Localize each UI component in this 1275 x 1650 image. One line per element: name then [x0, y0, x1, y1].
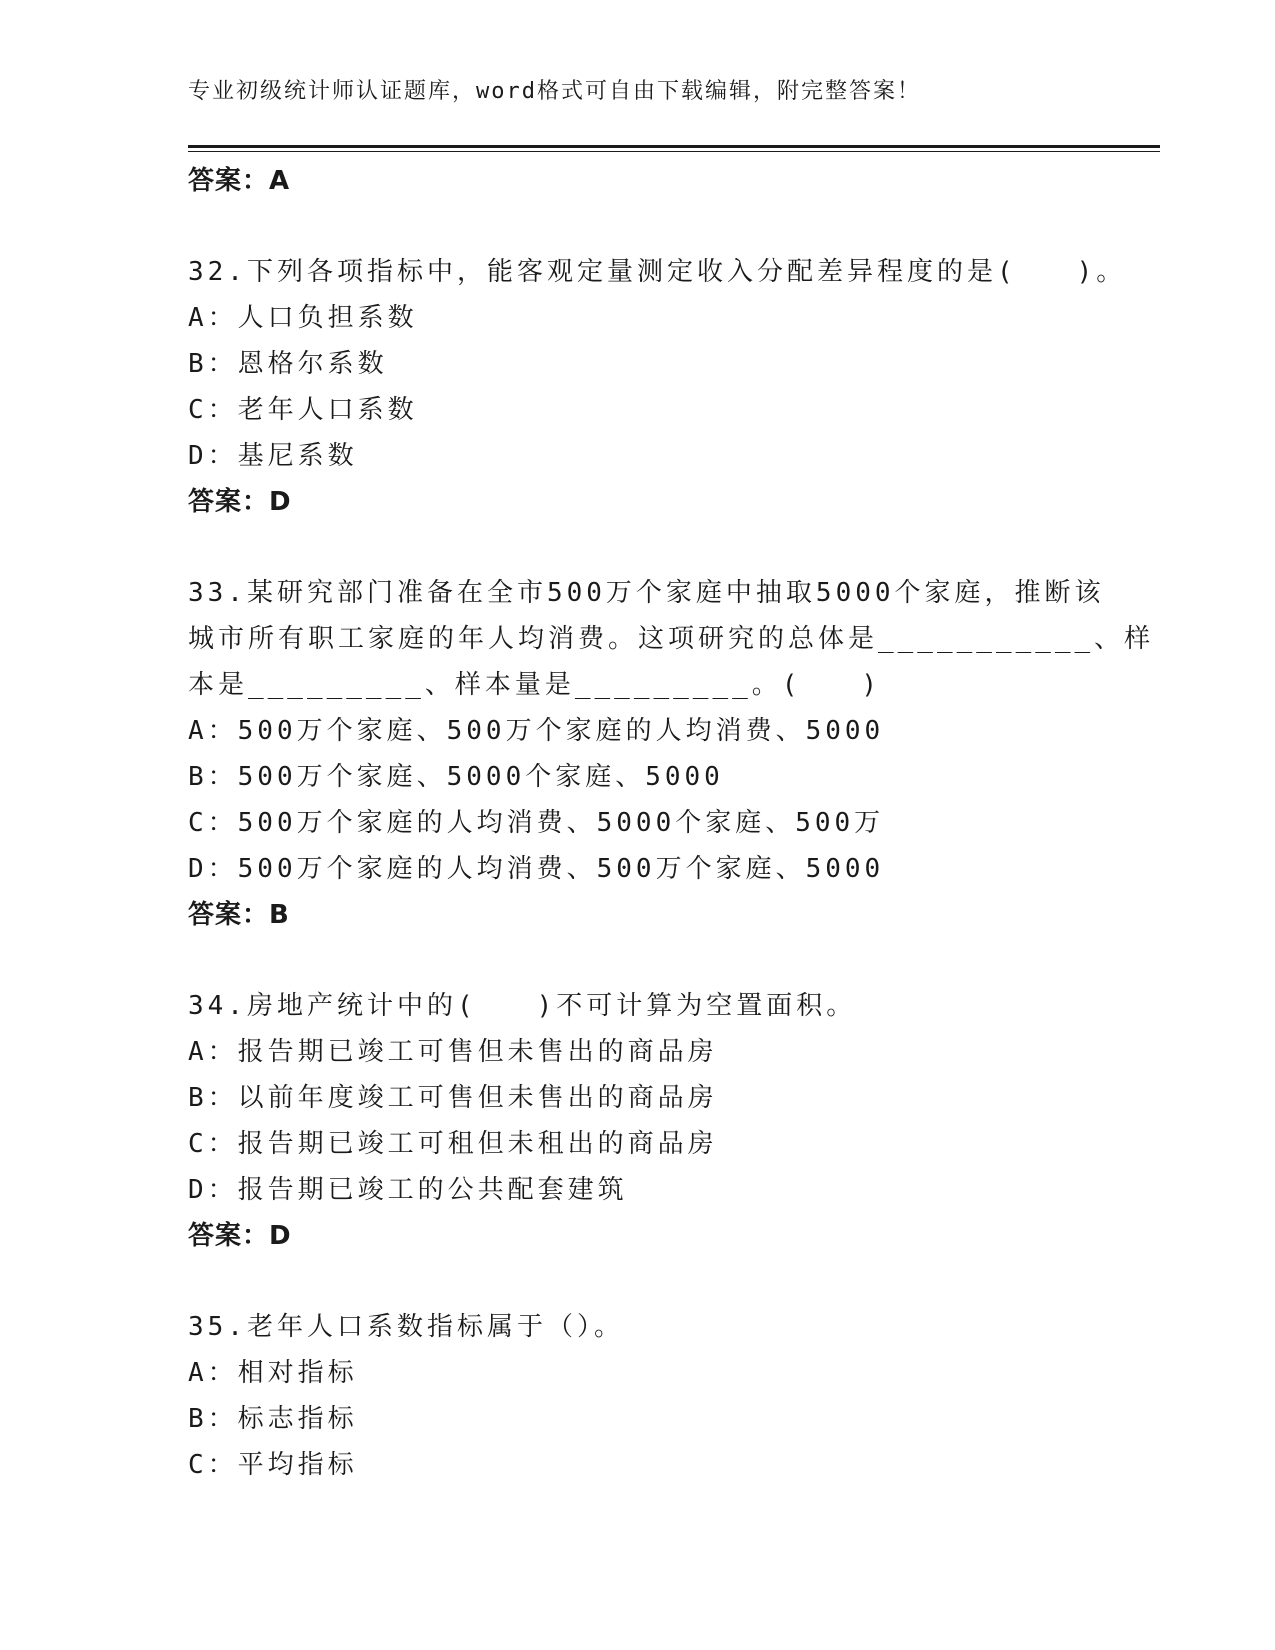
question-35	[188, 1304, 1088, 1488]
option-a: A：人口负担系数	[188, 303, 418, 333]
question-stem: 34.房地产统计中的( )不可计算为空置面积。	[188, 991, 857, 1021]
option-c: C：报告期已竣工可租但未租出的商品房	[188, 1129, 718, 1159]
option-c: C：500万个家庭的人均消费、5000个家庭、500万	[188, 808, 885, 838]
header-rule-thin	[188, 151, 1160, 152]
question-stem-continued: 本是_________、样本量是_________。( )	[188, 670, 882, 700]
option-b: B：标志指标	[188, 1404, 358, 1434]
question-list	[188, 158, 1155, 1488]
question-34	[188, 983, 1088, 1259]
answer: 答案：D	[188, 487, 292, 517]
previous-answer: 答案：A	[188, 166, 291, 196]
question-stem: 33.某研究部门准备在全市500万个家庭中抽取5000个家庭，推断该	[188, 578, 1105, 608]
question-stem: 32.下列各项指标中，能客观定量测定收入分配差异程度的是( )。	[188, 257, 1127, 287]
answer: 答案：D	[188, 1221, 292, 1251]
option-b: B：500万个家庭、5000个家庭、5000	[188, 762, 724, 792]
page-header: 专业初级统计师认证题库，word格式可自由下载编辑，附完整答案！	[188, 79, 921, 104]
option-a: A：相对指标	[188, 1358, 358, 1388]
header-rule-thick	[188, 145, 1160, 148]
option-d: D：报告期已竣工的公共配套建筑	[188, 1175, 628, 1205]
option-a: A：报告期已竣工可售但未售出的商品房	[188, 1037, 718, 1067]
option-c: C：平均指标	[188, 1450, 358, 1480]
option-d: D：500万个家庭的人均消费、500万个家庭、5000	[188, 854, 885, 884]
question-33	[188, 570, 1155, 938]
answer: 答案：B	[188, 900, 290, 930]
option-b: B：恩格尔系数	[188, 349, 388, 379]
question-32	[188, 249, 1127, 525]
question-stem: 35.老年人口系数指标属于（）。	[188, 1312, 624, 1342]
option-b: B：以前年度竣工可售但未售出的商品房	[188, 1083, 718, 1113]
question-stem-continued: 城市所有职工家庭的年人均消费。这项研究的总体是___________、样	[188, 624, 1155, 654]
option-c: C：老年人口系数	[188, 395, 418, 425]
option-d: D：基尼系数	[188, 441, 358, 471]
option-a: A：500万个家庭、500万个家庭的人均消费、5000	[188, 716, 885, 746]
